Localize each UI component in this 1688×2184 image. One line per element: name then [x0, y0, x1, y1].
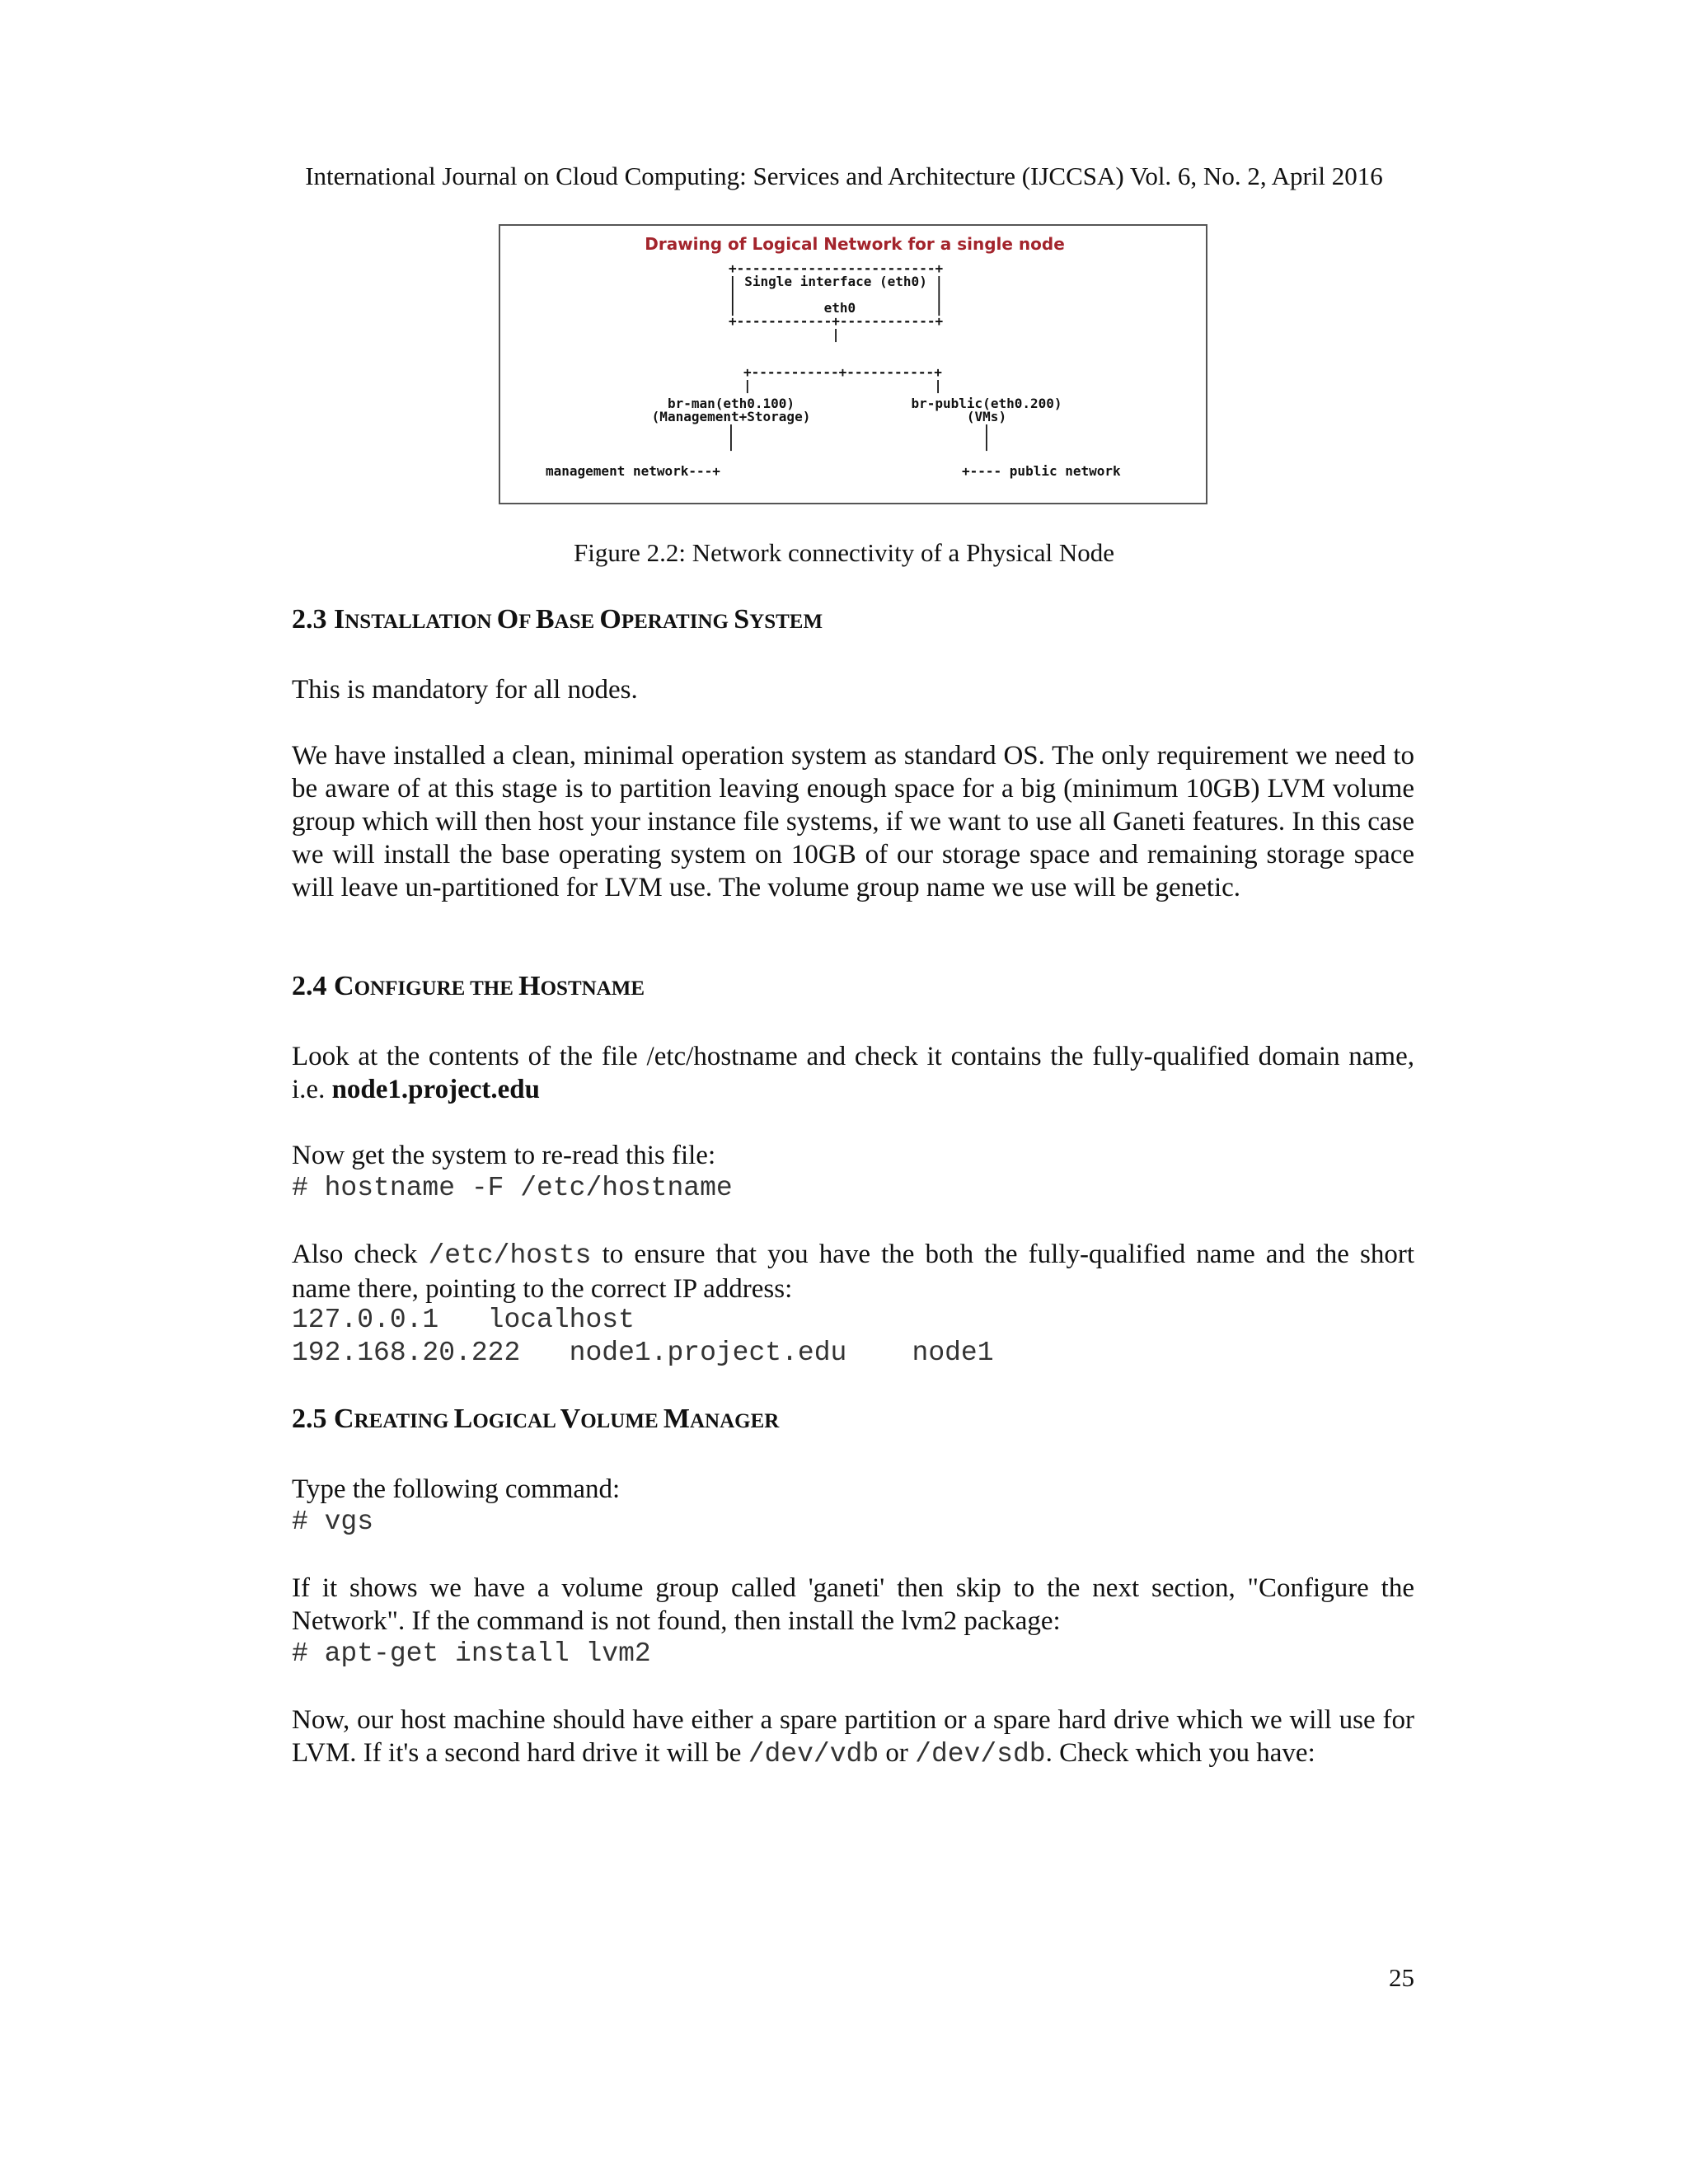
paragraph: This is mandatory for all nodes. — [292, 675, 638, 705]
section-2-4-heading: 2.4 CONFIGURE THE HOSTNAME — [292, 971, 645, 1001]
figure-title: Drawing of Logical Network for a single node — [645, 234, 1065, 254]
inline-code: /dev/sdb — [915, 1739, 1046, 1769]
paragraph: Now, our host machine should have either a spare partition or a spare hard drive which we will use for LVM. If it's a second hard drive it will be /dev/vdb or /dev/sdb. Check which you have: — [292, 1705, 1414, 1769]
public-network-label: +---- public network — [962, 463, 1121, 479]
code-line: 127.0.0.1 localhost — [292, 1305, 635, 1335]
paragraph: We have installed a clean, minimal operation system as standard OS. The only requirement we need to be aware of at this stage is to partition leaving enough space for a big (minimum 10GB) LVM volume group which will then host your instance file systems, if we want to use all Ganeti features. In this case we will install the base operating system on 10GB of our storage space and remaining storage space will leave un-partitioned for LVM use. The volume group name we use will be genetic. — [292, 741, 1414, 902]
code-line: # hostname -F /etc/hostname — [292, 1173, 733, 1203]
section-number: 2.4 — [292, 971, 327, 1001]
page-number: 25 — [1389, 1963, 1414, 1992]
domain-name: node1.project.edu — [331, 1075, 540, 1104]
br-public-node: br-public(eth0.200) (VMs) | | — [911, 396, 1062, 451]
figure-caption: Figure 2.2: Network connectivity of a Physical Node — [573, 538, 1115, 567]
inline-code: /dev/vdb — [748, 1739, 879, 1769]
interface-box: +-------------------------+ | Single interface (eth0) | | | | eth0 | +------------+------------+ | — [729, 260, 944, 342]
code-line: # apt-get install lvm2 — [292, 1638, 651, 1669]
paragraph: Also check /etc/hosts to ensure that you have the both the fully-qualified name and the short name there, pointing to the correct IP address: — [292, 1240, 1414, 1304]
inline-code: /etc/hosts — [428, 1240, 592, 1271]
paragraph: Type the following command: — [292, 1474, 621, 1504]
network-diagram-figure — [499, 224, 1207, 504]
code-line: 192.168.20.222 node1.project.edu node1 — [292, 1338, 994, 1368]
paragraph: Now get the system to re-read this file: — [292, 1141, 716, 1170]
section-number: 2.3 — [292, 604, 327, 635]
management-network-label: management network---+ — [546, 463, 720, 479]
br-man-node: br-man(eth0.100) (Management+Storage) | | — [651, 396, 811, 451]
section-2-5-heading: 2.5 CREATING LOGICAL VOLUME MANAGER — [292, 1404, 780, 1434]
split-line: +-----------+-----------+ | | — [743, 364, 942, 393]
section-2-3-heading: 2.3 INSTALLATION OF BASE OPERATING SYSTEM — [292, 604, 823, 635]
paragraph: Look at the contents of the file /etc/hostname and check it contains the fully-qualified domain name, i.e. node1.project.edu — [292, 1042, 1414, 1104]
running-head: International Journal on Cloud Computing: Services and Architecture (IJCCSA) Vol. 6, No. 2, April 2016 — [305, 162, 1383, 190]
paragraph: If it shows we have a volume group called 'ganeti' then skip to the next section, "Configure the Network". If the command is not found, then install the lvm2 package: — [292, 1573, 1414, 1636]
code-line: # vgs — [292, 1507, 374, 1537]
section-number: 2.5 — [292, 1404, 327, 1434]
